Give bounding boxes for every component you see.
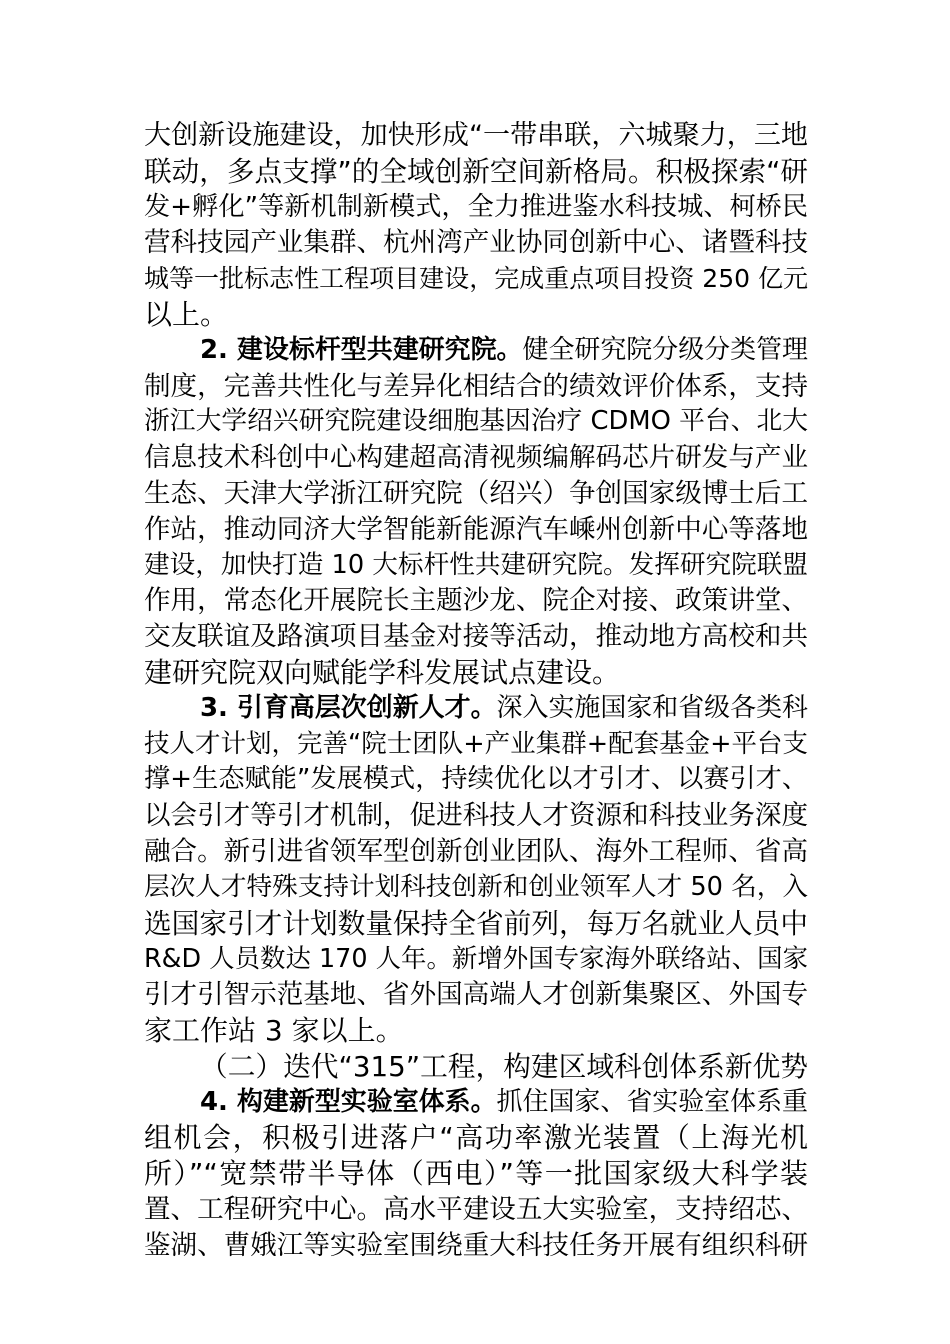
text-line: 制度，完善共性化与差异化相结合的绩效评价体系，支持 [144, 370, 808, 402]
text-line: 以会引才等引才机制，促进科技人才资源和科技业务深度 [144, 800, 808, 832]
text-run: 抓住国家、省实验室体系重 [496, 1086, 809, 1117]
text-line: 所）”“宽禁带半导体（西电）”等一批国家级大科学装 [144, 1157, 808, 1191]
text-line: 城等一批标志性工程项目建设，完成重点项目投资 250 亿元 [144, 264, 808, 294]
text-line: 选国家引才计划数量保持全省前列，每万名就业人员中 [144, 906, 808, 940]
text-line: 信息技术科创中心构建超高清视频编解码芯片研发与产业 [144, 442, 808, 474]
paragraph-laboratory [144, 1085, 808, 1264]
paragraph-first-line [144, 1085, 808, 1121]
document-body [144, 118, 808, 1264]
text-line: 置、工程研究中心。高水平建设五大实验室，支持绍芯、 [144, 1193, 808, 1225]
text-line: 引才引智示范基地、省外国高端人才创新集聚区、外国专 [144, 979, 808, 1011]
text-line: 交友联谊及路演项目基金对接等活动，推动地方高校和共 [144, 621, 808, 653]
text-line: 技人才计划，完善“院士团队+产业集群+配套基金+平台支 [144, 728, 808, 759]
paragraph-research-institute [144, 333, 808, 691]
text-line: 生态、天津大学浙江研究院（绍兴）争创国家级博士后工 [144, 477, 808, 509]
text-line: 联动，多点支撑”的全域创新空间新格局。积极探索“研 [144, 154, 808, 188]
item-heading: 3. 引育高层次创新人才。 [200, 692, 497, 723]
paragraph-talent [144, 691, 808, 1049]
text-line: 作用，常态化开展院长主题沙龙、院企对接、政策讲堂、 [144, 585, 808, 617]
text-line: 发+孵化”等新机制新模式，全力推进鉴水科技城、柯桥民 [144, 191, 809, 222]
paragraph-first-line [144, 691, 808, 727]
section-heading [144, 1049, 808, 1085]
text-line: 以上。 [144, 297, 229, 331]
text-line: 大创新设施建设，加快形成“一带串联，六城聚力，三地 [144, 120, 808, 151]
text-line: 鉴湖、曹娥江等实验室围绕重大科技任务开展有组织科研 [144, 1229, 808, 1261]
text-line: 营科技园产业集群、杭州湾产业协同创新中心、诸暨科技 [144, 227, 808, 259]
section-heading-text: （二）迭代“315”工程，构建区域科创体系新优势 [200, 1049, 808, 1083]
text-line: 撑+生态赋能”发展模式，持续优化以才引才、以赛引才、 [144, 764, 809, 795]
text-line: 浙江大学绍兴研究院建设细胞基因治疗 CDMO 平台、北大 [144, 406, 808, 437]
text-run: 健全研究院分级分类管理 [522, 334, 809, 365]
text-line: 组机会，积极引进落户“高功率激光装置（上海光机 [144, 1121, 808, 1155]
text-line: 层次人才特殊支持计划科技创新和创业领军人才 50 名，入 [144, 871, 808, 902]
text-line: 融合。新引进省领军型创新创业团队、海外工程师、省高 [144, 835, 808, 867]
text-run: 深入实施国家和省级各类科 [496, 692, 809, 723]
text-line: 家工作站 3 家以上。 [144, 1013, 404, 1047]
text-line: 建设，加快打造 10 大标杆性共建研究院。发挥研究院联盟 [144, 549, 808, 580]
text-line: 作站，推动同济大学智能新能源汽车嵊州创新中心等落地 [144, 513, 808, 545]
paragraph-innovation-layout [144, 118, 808, 333]
item-heading: 2. 建设标杆型共建研究院。 [200, 334, 523, 365]
text-line: R&D 人员数达 170 人年。新增外国专家海外联络站、国家 [144, 943, 808, 974]
text-line: 建研究院双向赋能学科发展试点建设。 [144, 655, 621, 689]
paragraph-first-line [144, 333, 808, 369]
item-heading: 4. 构建新型实验室体系。 [200, 1086, 497, 1117]
